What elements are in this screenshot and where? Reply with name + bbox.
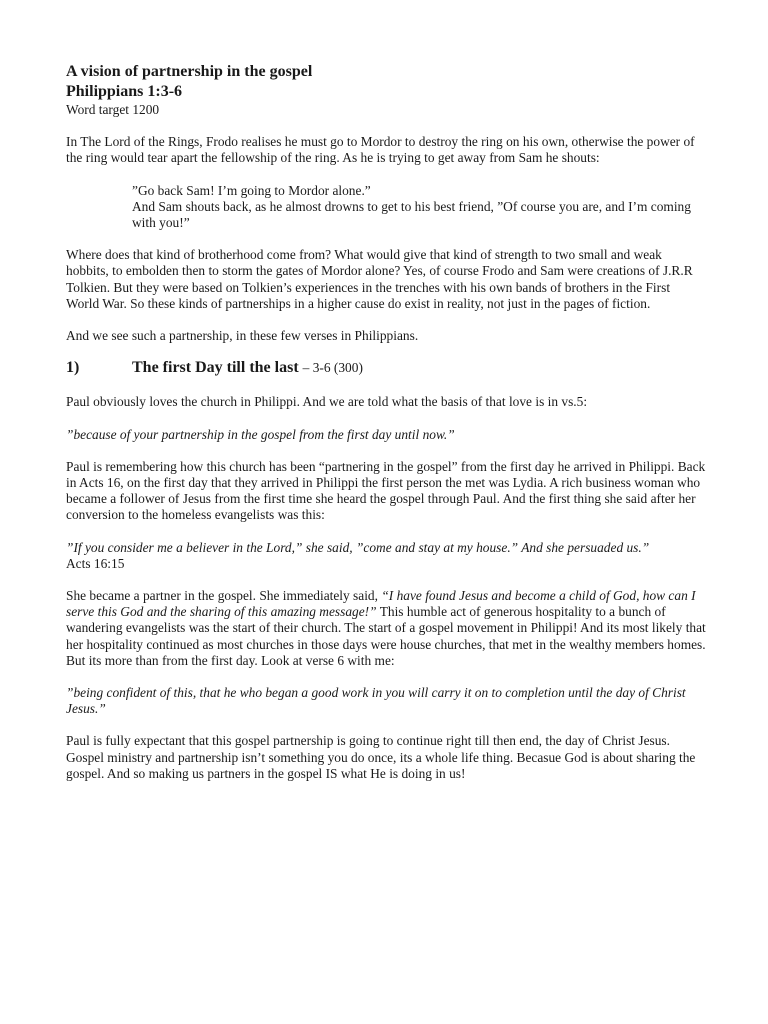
- lydia-quote-reference: Acts 16:15: [66, 555, 125, 571]
- section-subtitle: – 3-6 (300): [302, 360, 363, 376]
- paul-loves-paragraph: Paul obviously loves the church in Philippi. And we are told what the basis of that love is in vs.5:: [66, 394, 588, 410]
- quote-line-frodo: ”Go back Sam! I’m going to Mordor alone.”: [132, 182, 371, 198]
- section-heading: [66, 360, 706, 376]
- verse-6-quote: ”being confident of this, that he who began a good work in you will carry it on to completion until the day of Christ Jesus.”: [66, 685, 686, 717]
- document-title: A vision of partnership in the gospel: [66, 63, 313, 80]
- partner-paragraph: [66, 588, 706, 653]
- partner-paragraph-start: She became a partner in the gospel. She immediately said,: [66, 588, 382, 604]
- partner-paragraph-end: This humble act of generous hospitality to a bunch of wandering evangelists was the start of their church. The start of a gospel movement in Philippi! And its most likely that her hospitality continued as most churches in those days were house churches, that met in the wealthy members homes.: [66, 604, 706, 652]
- expectant-paragraph: Paul is fully expectant that this gospel partnership is going to continue right till then end, the day of Christ Jesus. Gospel ministry and partnership isn’t something you do once, its a whole life thing. Becasue God is about sharing the gospel. And so making us partners in the gospel IS what He is doing in us!: [66, 733, 696, 781]
- verse-6-intro: But its more than from the first day. Look at verse 6 with me:: [66, 652, 395, 668]
- lydia-quote: ”If you consider me a believer in the Lord,” she said, ”come and stay at my house.” And she persuaded us.”: [66, 539, 650, 555]
- document-subtitle: Philippians 1:3-6: [66, 83, 183, 100]
- quote-line-sam: And Sam shouts back, as he almost drowns to get to his best friend, ”Of course you are, and I’m coming with you!”: [132, 198, 691, 231]
- intro-paragraph: In The Lord of the Rings, Frodo realises he must go to Mordor to destroy the ring on his own, otherwise the power of the ring would tear apart the fellowship of the ring. As he is trying to get away from Sam he shouts:: [66, 134, 695, 166]
- tolkien-quote: [132, 183, 706, 232]
- verse-5-quote: ”because of your partnership in the gospel from the first day until now.”: [66, 426, 455, 442]
- section-title: The first Day till the last: [132, 359, 299, 377]
- brotherhood-paragraph: Where does that kind of brotherhood come from? What would give that kind of strength to two small and weak hobbits, to embolden then to storm the gates of Mordor alone? Yes, of course Frodo and Sam were creations of J.R.R Tolkien. But they were based on Tolkien’s experiences in the trenches with his own bands of brothers in the First World War. So these kinds of partnerships in a higher cause do exist in reality, not just in the pages of fiction.: [66, 247, 693, 311]
- document-page: [66, 62, 706, 798]
- word-target: Word target 1200: [66, 102, 160, 117]
- partner-paragraph-quote: “I have found Jesus and become a child of God, how can I serve this God and the sharing of this amazing message!”: [66, 588, 696, 620]
- section-number: 1): [66, 359, 80, 377]
- partnering-paragraph: Paul is remembering how this church has been “partnering in the gospel” from the first day he arrived in Philippi. Back in Acts 16, on the first day that they arrived in Philippi the first person the met was Lydia. A rich business woman who became a follower of Jesus from the first time she heard the gospel through Paul. And the first thing she said after her conversion to the homeless evangelists was this:: [66, 458, 706, 523]
- philippians-intro-paragraph: And we see such a partnership, in these few verses in Philippians.: [66, 328, 419, 344]
